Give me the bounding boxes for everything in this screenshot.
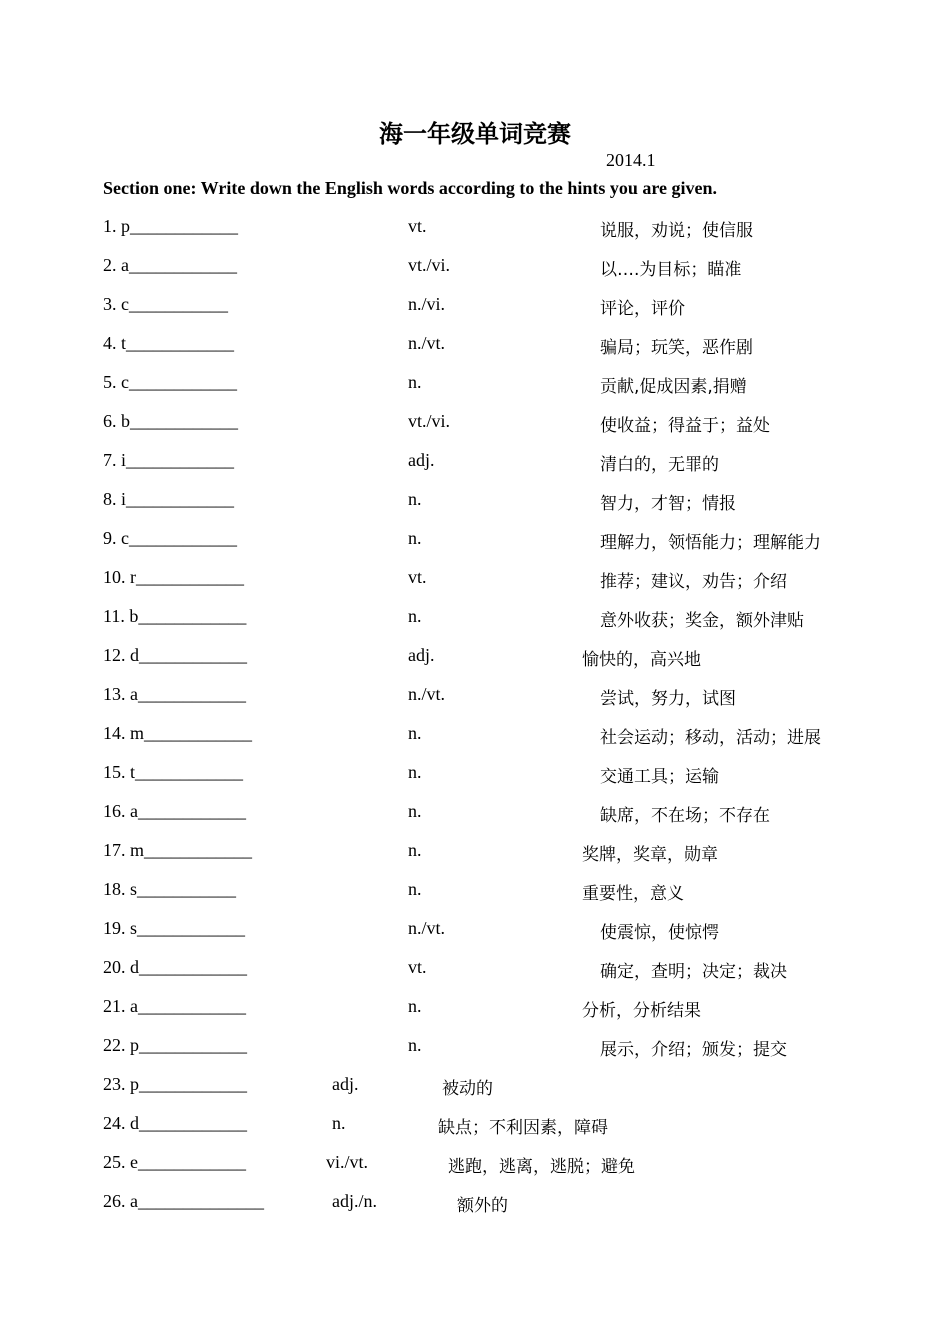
- part-of-speech: n.: [408, 996, 422, 1016]
- chinese-meaning: 智力，才智；情报: [600, 494, 736, 514]
- word-blank: 4. t____________: [103, 333, 235, 353]
- chinese-meaning: 使震惊，使惊愕: [600, 923, 719, 943]
- chinese-meaning: 社会运动；移动，活动；进展: [600, 728, 821, 748]
- word-blank: 14. m____________: [103, 723, 253, 743]
- word-blank: 9. c____________: [103, 528, 237, 548]
- part-of-speech: adj.: [408, 645, 435, 665]
- chinese-meaning: 贡献,促成因素,捐赠: [600, 377, 747, 397]
- word-row: [0, 1152, 950, 1182]
- chinese-meaning: 评论，评价: [600, 299, 685, 319]
- word-row: [0, 567, 950, 597]
- chinese-meaning: 说服，劝说；使信服: [600, 221, 753, 241]
- part-of-speech: n./vt.: [408, 333, 446, 353]
- word-blank: 5. c____________: [103, 372, 237, 392]
- word-blank: 26. a______________: [103, 1191, 264, 1211]
- word-row: [0, 489, 950, 519]
- chinese-meaning: 愉快的，高兴地: [582, 650, 701, 670]
- page-title: 海一年级单词竞赛: [379, 120, 571, 148]
- word-row: [0, 372, 950, 402]
- word-row: [0, 801, 950, 831]
- word-row: [0, 450, 950, 480]
- part-of-speech: n.: [408, 879, 422, 899]
- word-row: [0, 957, 950, 987]
- word-row: [0, 1074, 950, 1104]
- section-one-heading: Section one: Write down the English words according to the hints you are given.: [103, 178, 718, 198]
- word-blank: 15. t____________: [103, 762, 244, 782]
- word-row: [0, 606, 950, 636]
- part-of-speech: vt./vi.: [408, 411, 451, 431]
- word-row: [0, 684, 950, 714]
- chinese-meaning: 意外收获；奖金，额外津贴: [600, 611, 804, 631]
- word-blank: 22. p____________: [103, 1035, 247, 1055]
- word-row: [0, 645, 950, 675]
- word-row: [0, 723, 950, 753]
- word-blank: 25. e____________: [103, 1152, 246, 1172]
- word-row: [0, 996, 950, 1026]
- word-blank: 10. r____________: [103, 567, 244, 587]
- part-of-speech: n./vt.: [408, 684, 446, 704]
- word-blank: 11. b____________: [103, 606, 247, 626]
- word-row: [0, 840, 950, 870]
- chinese-meaning: 分析，分析结果: [582, 1001, 701, 1021]
- chinese-meaning: 使收益；得益于；益处: [600, 416, 770, 436]
- part-of-speech: adj./n.: [332, 1191, 377, 1211]
- word-row: [0, 411, 950, 441]
- chinese-meaning: 清白的，无罪的: [600, 455, 719, 475]
- part-of-speech: n.: [408, 762, 422, 782]
- word-blank: 16. a____________: [103, 801, 246, 821]
- word-row: [0, 762, 950, 792]
- part-of-speech: vt./vi.: [408, 255, 451, 275]
- chinese-meaning: 展示，介绍；颁发；提交: [600, 1040, 787, 1060]
- part-of-speech: n.: [408, 723, 422, 743]
- chinese-meaning: 逃跑，逃离，逃脱；避免: [448, 1157, 635, 1177]
- part-of-speech: n.: [408, 606, 422, 626]
- word-row: [0, 255, 950, 285]
- part-of-speech: vt.: [408, 567, 427, 587]
- word-blank: 3. c___________: [103, 294, 228, 314]
- word-blank: 20. d____________: [103, 957, 247, 977]
- word-row: [0, 1035, 950, 1065]
- part-of-speech: vt.: [408, 216, 427, 236]
- word-row: [0, 1191, 950, 1221]
- word-blank: 23. p____________: [103, 1074, 247, 1094]
- chinese-meaning: 确定，查明；决定；裁决: [600, 962, 787, 982]
- chinese-meaning: 以….为目标；瞄准: [600, 260, 742, 280]
- part-of-speech: n.: [408, 801, 422, 821]
- chinese-meaning: 额外的: [457, 1196, 508, 1216]
- part-of-speech: vi./vt.: [326, 1152, 369, 1172]
- word-row: [0, 879, 950, 909]
- chinese-meaning: 重要性，意义: [582, 884, 684, 904]
- chinese-meaning: 缺点；不利因素，障碍: [438, 1118, 608, 1138]
- part-of-speech: adj.: [332, 1074, 359, 1094]
- word-row: [0, 294, 950, 324]
- word-blank: 7. i____________: [103, 450, 235, 470]
- word-row: [0, 1113, 950, 1143]
- part-of-speech: n.: [332, 1113, 346, 1133]
- part-of-speech: n./vi.: [408, 294, 446, 314]
- chinese-meaning: 骗局；玩笑，恶作剧: [600, 338, 753, 358]
- word-blank: 17. m____________: [103, 840, 253, 860]
- part-of-speech: vt.: [408, 957, 427, 977]
- part-of-speech: n.: [408, 840, 422, 860]
- part-of-speech: n.: [408, 489, 422, 509]
- chinese-meaning: 被动的: [442, 1079, 493, 1099]
- word-blank: 1. p____________: [103, 216, 238, 236]
- word-blank: 2. a____________: [103, 255, 237, 275]
- chinese-meaning: 理解力，领悟能力；理解能力: [600, 533, 821, 553]
- word-blank: 21. a____________: [103, 996, 246, 1016]
- date-label: 2014.1: [606, 150, 656, 170]
- word-blank: 8. i____________: [103, 489, 235, 509]
- part-of-speech: adj.: [408, 450, 435, 470]
- part-of-speech: n.: [408, 528, 422, 548]
- word-blank: 6. b____________: [103, 411, 238, 431]
- word-blank: 19. s____________: [103, 918, 246, 938]
- word-blank: 24. d____________: [103, 1113, 247, 1133]
- part-of-speech: n.: [408, 1035, 422, 1055]
- chinese-meaning: 尝试，努力，试图: [600, 689, 736, 709]
- word-row: [0, 216, 950, 246]
- word-blank: 18. s___________: [103, 879, 237, 899]
- part-of-speech: n./vt.: [408, 918, 446, 938]
- word-row: [0, 918, 950, 948]
- chinese-meaning: 推荐；建议，劝告；介绍: [600, 572, 787, 592]
- part-of-speech: n.: [408, 372, 422, 392]
- word-blank: 12. d____________: [103, 645, 247, 665]
- word-row: [0, 333, 950, 363]
- word-row: [0, 528, 950, 558]
- chinese-meaning: 缺席，不在场；不存在: [600, 806, 770, 826]
- word-blank: 13. a____________: [103, 684, 246, 704]
- chinese-meaning: 交通工具；运输: [600, 767, 719, 787]
- chinese-meaning: 奖牌，奖章，勋章: [582, 845, 718, 865]
